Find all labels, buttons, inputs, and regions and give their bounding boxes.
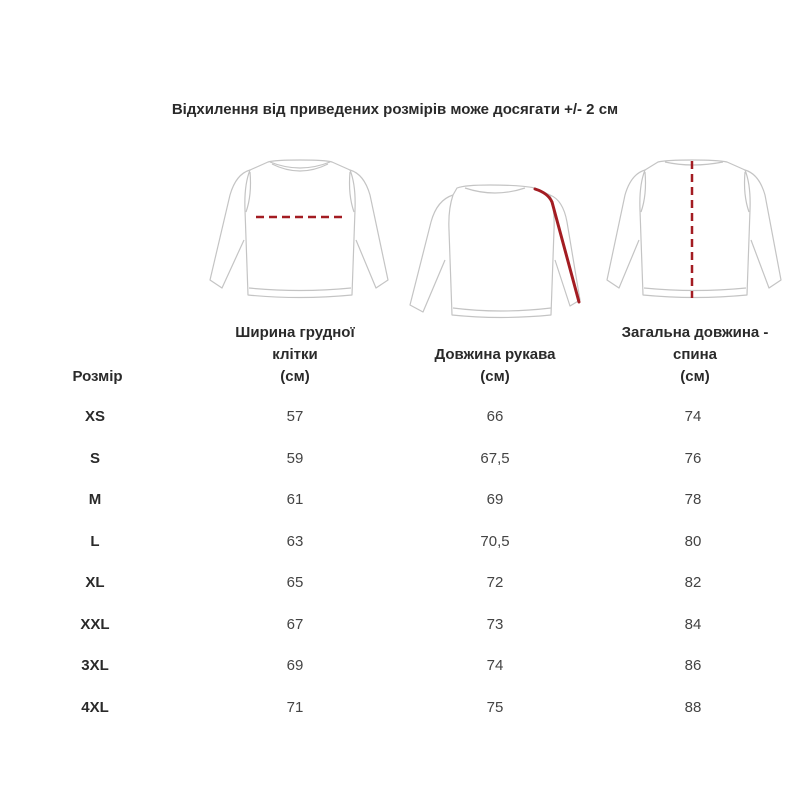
sleeve-length-cell: 70,5: [480, 532, 510, 550]
chest-width-cell: 65: [286, 574, 304, 591]
back-length-cell: 74: [684, 408, 702, 425]
table-row: [0, 615, 800, 657]
size-table: [0, 407, 800, 739]
column-header-chest-line: (см): [280, 368, 310, 385]
back-length-cell: 82: [684, 574, 702, 591]
chest-width-cell: 63: [286, 532, 304, 550]
size-cell: 4XL: [81, 698, 109, 716]
size-cell: M: [88, 491, 102, 508]
column-header-length-line: (см): [680, 368, 710, 385]
size-deviation-note: Відхилення від приведених розмірів може досягати +/- 2 см: [171, 101, 619, 118]
table-row: [0, 656, 800, 698]
column-header-sleeve-length: [420, 344, 570, 388]
table-row: [0, 573, 800, 615]
chest-width-cell: 71: [286, 698, 304, 716]
table-row: [0, 698, 800, 740]
size-cell: XL: [85, 574, 105, 591]
column-header-size-line: Розмір: [72, 368, 123, 385]
sleeve-length-cell: 66: [486, 408, 504, 425]
table-row: [0, 532, 800, 574]
sleeve-length-cell: 72: [486, 574, 504, 591]
column-header-back-length: [605, 322, 785, 388]
sweatshirt-chest-width-icon: [200, 150, 400, 325]
chest-width-cell: 61: [286, 491, 304, 508]
sweatshirt-sleeve-length-icon: [395, 150, 595, 325]
table-row: [0, 449, 800, 491]
table-row: [0, 490, 800, 532]
sleeve-length-cell: 69: [486, 491, 504, 508]
column-header-length-line: спина: [672, 346, 718, 363]
sleeve-length-cell: 75: [486, 698, 504, 716]
column-header-sleeve-line: (см): [480, 368, 510, 385]
size-cell: XXL: [80, 615, 110, 633]
table-row: [0, 407, 800, 449]
size-cell: 3XL: [81, 657, 109, 674]
chest-width-cell: 59: [286, 449, 304, 467]
sweatshirt-back-length-icon: [595, 150, 795, 325]
column-header-chest-line: Ширина грудної: [235, 324, 355, 341]
chest-width-cell: 69: [286, 657, 304, 674]
back-length-cell: 86: [684, 657, 702, 674]
back-length-cell: 78: [684, 491, 702, 508]
column-header-length-line: Загальна довжина -: [621, 324, 769, 341]
chest-width-cell: 57: [286, 408, 304, 425]
sleeve-length-cell: 67,5: [480, 449, 510, 467]
column-header-sleeve-line: Довжина рукава: [434, 346, 556, 363]
back-length-cell: 88: [684, 698, 702, 716]
size-cell: XS: [84, 408, 105, 425]
size-cell: L: [90, 532, 100, 550]
size-cell: S: [89, 449, 100, 467]
chest-width-cell: 67: [286, 615, 304, 633]
back-length-cell: 80: [684, 532, 702, 550]
sleeve-length-cell: 73: [486, 615, 504, 633]
sleeve-length-cell: 74: [486, 657, 504, 674]
column-header-chest-width: [220, 322, 370, 388]
column-header-chest-line: клітки: [272, 346, 318, 363]
back-length-cell: 76: [684, 449, 702, 467]
column-header-size: [55, 366, 140, 388]
back-length-cell: 84: [684, 615, 702, 633]
